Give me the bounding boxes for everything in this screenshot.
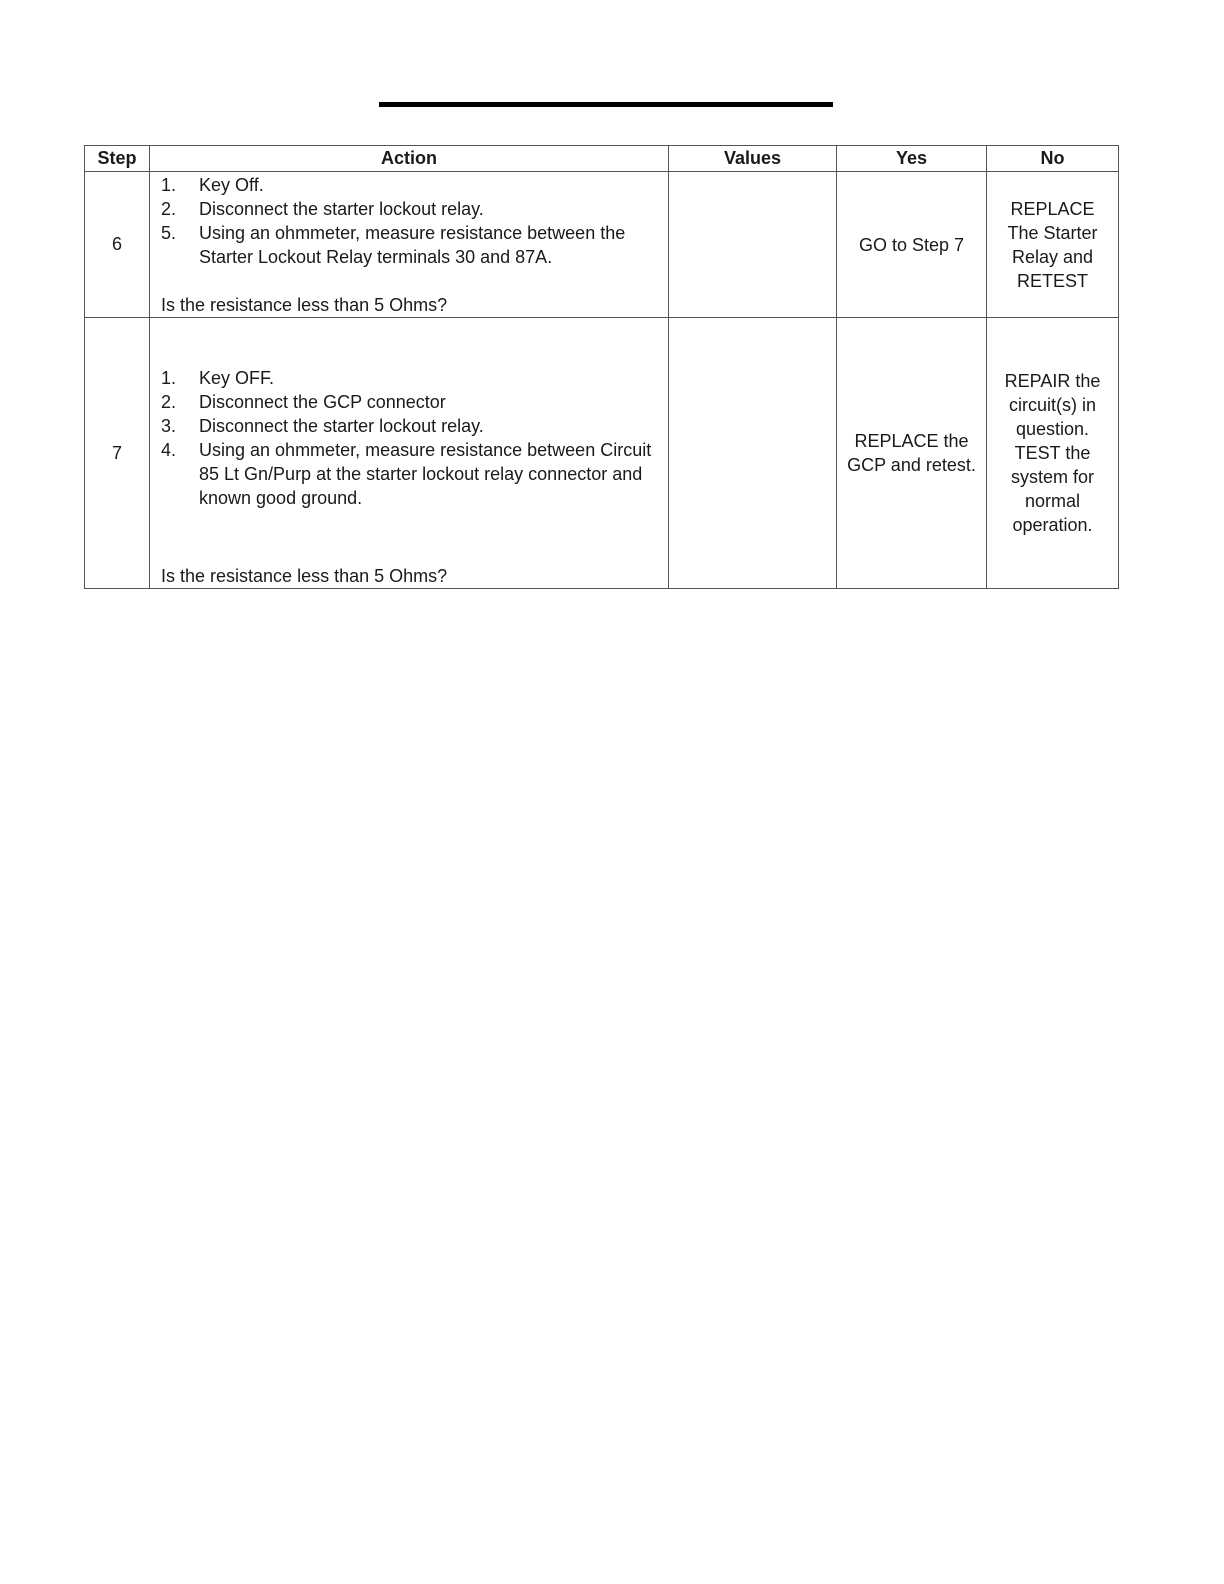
action-step: [161, 438, 662, 510]
table-row-step-6: [85, 172, 1119, 318]
action-step: [161, 390, 662, 414]
action-steps-list: [161, 366, 662, 510]
action-steps-list: [161, 173, 662, 269]
diagnostic-table: [84, 145, 1119, 589]
action-step-number: 3.: [161, 416, 177, 436]
action-step: [161, 221, 662, 269]
action-step-text: Using an ohmmeter, measure resistance between the Starter Lockout Relay terminals 30 and 87A.: [199, 223, 626, 267]
action-step-text: Disconnect the GCP connector: [199, 392, 446, 412]
header-values: Values: [669, 146, 837, 172]
step-number: 7: [85, 318, 150, 589]
yes-cell: REPLACE the GCP and retest.: [837, 318, 987, 589]
action-cell: [150, 172, 669, 318]
no-cell: REPAIR the circuit(s) in question. TEST the system for normal operation.: [987, 318, 1119, 589]
header-yes: Yes: [837, 146, 987, 172]
header-row: [85, 146, 1119, 172]
action-step-text: Using an ohmmeter, measure resistance between Circuit 85 Lt Gn/Purp at the starter lockout relay connector and known good ground.: [199, 440, 652, 508]
action-step-number: 2.: [161, 199, 177, 219]
action-step-text: Key OFF.: [199, 368, 275, 388]
header-action: Action: [150, 146, 669, 172]
action-cell: [150, 318, 669, 589]
action-step-number: 5.: [161, 223, 177, 243]
action-step: [161, 414, 662, 438]
table-row-step-7: [85, 318, 1119, 589]
action-step-text: Disconnect the starter lockout relay.: [199, 199, 484, 219]
action-step: [161, 197, 662, 221]
action-question: Is the resistance less than 5 Ohms?: [161, 295, 448, 315]
action-step: [161, 173, 662, 197]
yes-cell: GO to Step 7: [837, 172, 987, 318]
title-underline: [379, 102, 833, 107]
action-step-text: Key Off.: [199, 175, 264, 195]
header-step: Step: [85, 146, 150, 172]
header-no: No: [987, 146, 1119, 172]
values-cell: [669, 318, 837, 589]
action-step-text: Disconnect the starter lockout relay.: [199, 416, 484, 436]
action-step-number: 1.: [161, 175, 177, 195]
action-step: [161, 366, 662, 390]
action-step-number: 1.: [161, 368, 177, 388]
values-cell: [669, 172, 837, 318]
no-cell: REPLACE The Starter Relay and RETEST: [987, 172, 1119, 318]
action-step-number: 2.: [161, 392, 177, 412]
step-number: 6: [85, 172, 150, 318]
action-step-number: 4.: [161, 440, 177, 460]
action-question: Is the resistance less than 5 Ohms?: [161, 566, 448, 586]
